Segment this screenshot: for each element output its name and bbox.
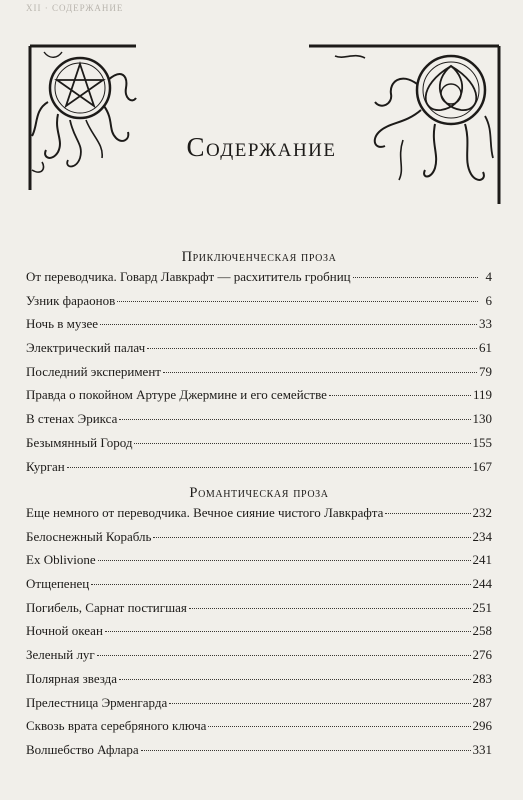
section-heading: Приключенческая проза — [181, 249, 337, 265]
toc-entry-page: 234 — [472, 528, 492, 544]
toc-entry-page: 33 — [479, 316, 492, 332]
dot-leader — [119, 419, 470, 420]
dot-leader — [169, 703, 470, 704]
toc-entry-page: 167 — [472, 458, 492, 474]
toc-entry-title: От переводчика. Говард Лавкрафт — расхититель гробниц — [26, 269, 351, 284]
toc-entry-page: 258 — [472, 623, 492, 639]
toc-entry[interactable] — [26, 269, 492, 293]
section-heading: Романтическая проза — [189, 485, 329, 501]
toc-list — [26, 269, 492, 482]
toc-entry-title: Погибель, Сарнат постигшая — [26, 599, 187, 615]
toc-entry[interactable] — [26, 576, 492, 600]
dot-leader — [208, 726, 470, 727]
dot-leader — [353, 277, 478, 278]
toc-entry-title: Прелестница Эрменгарда — [26, 694, 168, 710]
toc-entry-page: 79 — [479, 363, 492, 379]
toc-entry-page: 232 — [472, 505, 492, 520]
toc-entry[interactable] — [26, 718, 492, 742]
dot-leader — [153, 537, 470, 538]
dot-leader — [147, 348, 477, 349]
toc-entry-page: 283 — [472, 670, 492, 686]
toc-entry-page: 155 — [472, 434, 492, 450]
dot-leader — [329, 395, 471, 396]
toc-entry[interactable] — [26, 671, 492, 695]
triquetra-tentacle-ornament — [305, 40, 505, 210]
toc-entry[interactable] — [26, 387, 492, 411]
toc-entry[interactable] — [26, 316, 492, 340]
toc-entry[interactable] — [26, 340, 492, 364]
toc-entry-page: 61 — [479, 340, 492, 356]
dot-leader — [100, 324, 477, 325]
dot-leader — [134, 443, 470, 444]
toc-section-romantic — [26, 481, 492, 766]
dot-leader — [119, 679, 470, 680]
toc-entry[interactable] — [26, 695, 492, 719]
toc-entry-page: 6 — [485, 292, 492, 308]
toc-entry[interactable] — [26, 411, 492, 435]
toc-entry-title: Курган — [26, 458, 65, 474]
dot-leader — [117, 301, 478, 302]
toc-entry-page: 276 — [472, 647, 492, 663]
toc-entry-title: Узник фараонов — [26, 292, 116, 308]
toc-entry-title: Зеленый луг — [26, 647, 95, 663]
toc-entry[interactable] — [26, 505, 492, 529]
dot-leader — [385, 513, 470, 514]
toc-entry[interactable] — [26, 552, 492, 576]
toc-entry-page: 119 — [472, 387, 492, 403]
dot-leader — [189, 608, 471, 609]
toc-entry-title: Ночной океан — [26, 623, 103, 639]
toc-entry[interactable] — [26, 600, 492, 624]
toc-entry-title: Последний эксперимент — [26, 363, 161, 379]
toc-entry-title: Полярная звезда — [26, 670, 118, 686]
toc-entry-title: Белоснежный Корабль — [26, 528, 152, 544]
toc-entry-page: 296 — [472, 718, 492, 734]
toc-entry-title: Ночь в музее — [26, 316, 99, 332]
toc-section-adventure — [26, 245, 492, 482]
running-head: XII · СОДЕРЖАНИЕ — [26, 3, 124, 13]
page-title: Содержание — [186, 132, 337, 162]
dot-leader — [91, 584, 470, 585]
dot-leader — [67, 467, 471, 468]
toc-entry-page: 287 — [472, 694, 492, 710]
toc-entry-page: 244 — [472, 576, 492, 592]
toc-entry[interactable] — [26, 435, 492, 459]
toc-entry[interactable] — [26, 364, 492, 388]
toc-entry[interactable] — [26, 647, 492, 671]
toc-entry[interactable] — [26, 623, 492, 647]
dot-leader — [97, 655, 471, 656]
toc-entry-title: Сквозь врата серебряного ключа — [26, 718, 207, 734]
toc-entry-page: 251 — [472, 599, 492, 615]
dot-leader — [98, 560, 471, 561]
toc-entry-title: Электрический палач — [26, 340, 146, 356]
toc-entry-page: 241 — [472, 552, 492, 568]
pentagram-tentacle-ornament — [24, 40, 142, 200]
toc-entry-title: В стенах Эрикса — [26, 411, 118, 427]
toc-entry-title: Отщепенец — [26, 576, 90, 592]
toc-entry-page: 4 — [485, 269, 492, 284]
toc-entry-page: 130 — [472, 411, 492, 427]
toc-entry-title: Еще немного от переводчика. Вечное сияние чистого Лавкрафта — [26, 505, 384, 520]
dot-leader — [163, 372, 477, 373]
toc-list — [26, 505, 492, 766]
toc-entry-title: Правда о покойном Артуре Джермине и его семействе — [26, 387, 327, 403]
dot-leader — [141, 750, 471, 751]
toc-entry-page: 331 — [472, 741, 492, 757]
toc-entry-title: Безымянный Город — [26, 434, 133, 450]
toc-entry[interactable] — [26, 293, 492, 317]
toc-entry-title: Волшебство Афлара — [26, 741, 139, 757]
toc-entry[interactable] — [26, 742, 492, 766]
dot-leader — [105, 631, 471, 632]
toc-entry[interactable] — [26, 459, 492, 483]
toc-entry-title: Ex Oblivione — [26, 552, 96, 568]
toc-entry[interactable] — [26, 529, 492, 553]
